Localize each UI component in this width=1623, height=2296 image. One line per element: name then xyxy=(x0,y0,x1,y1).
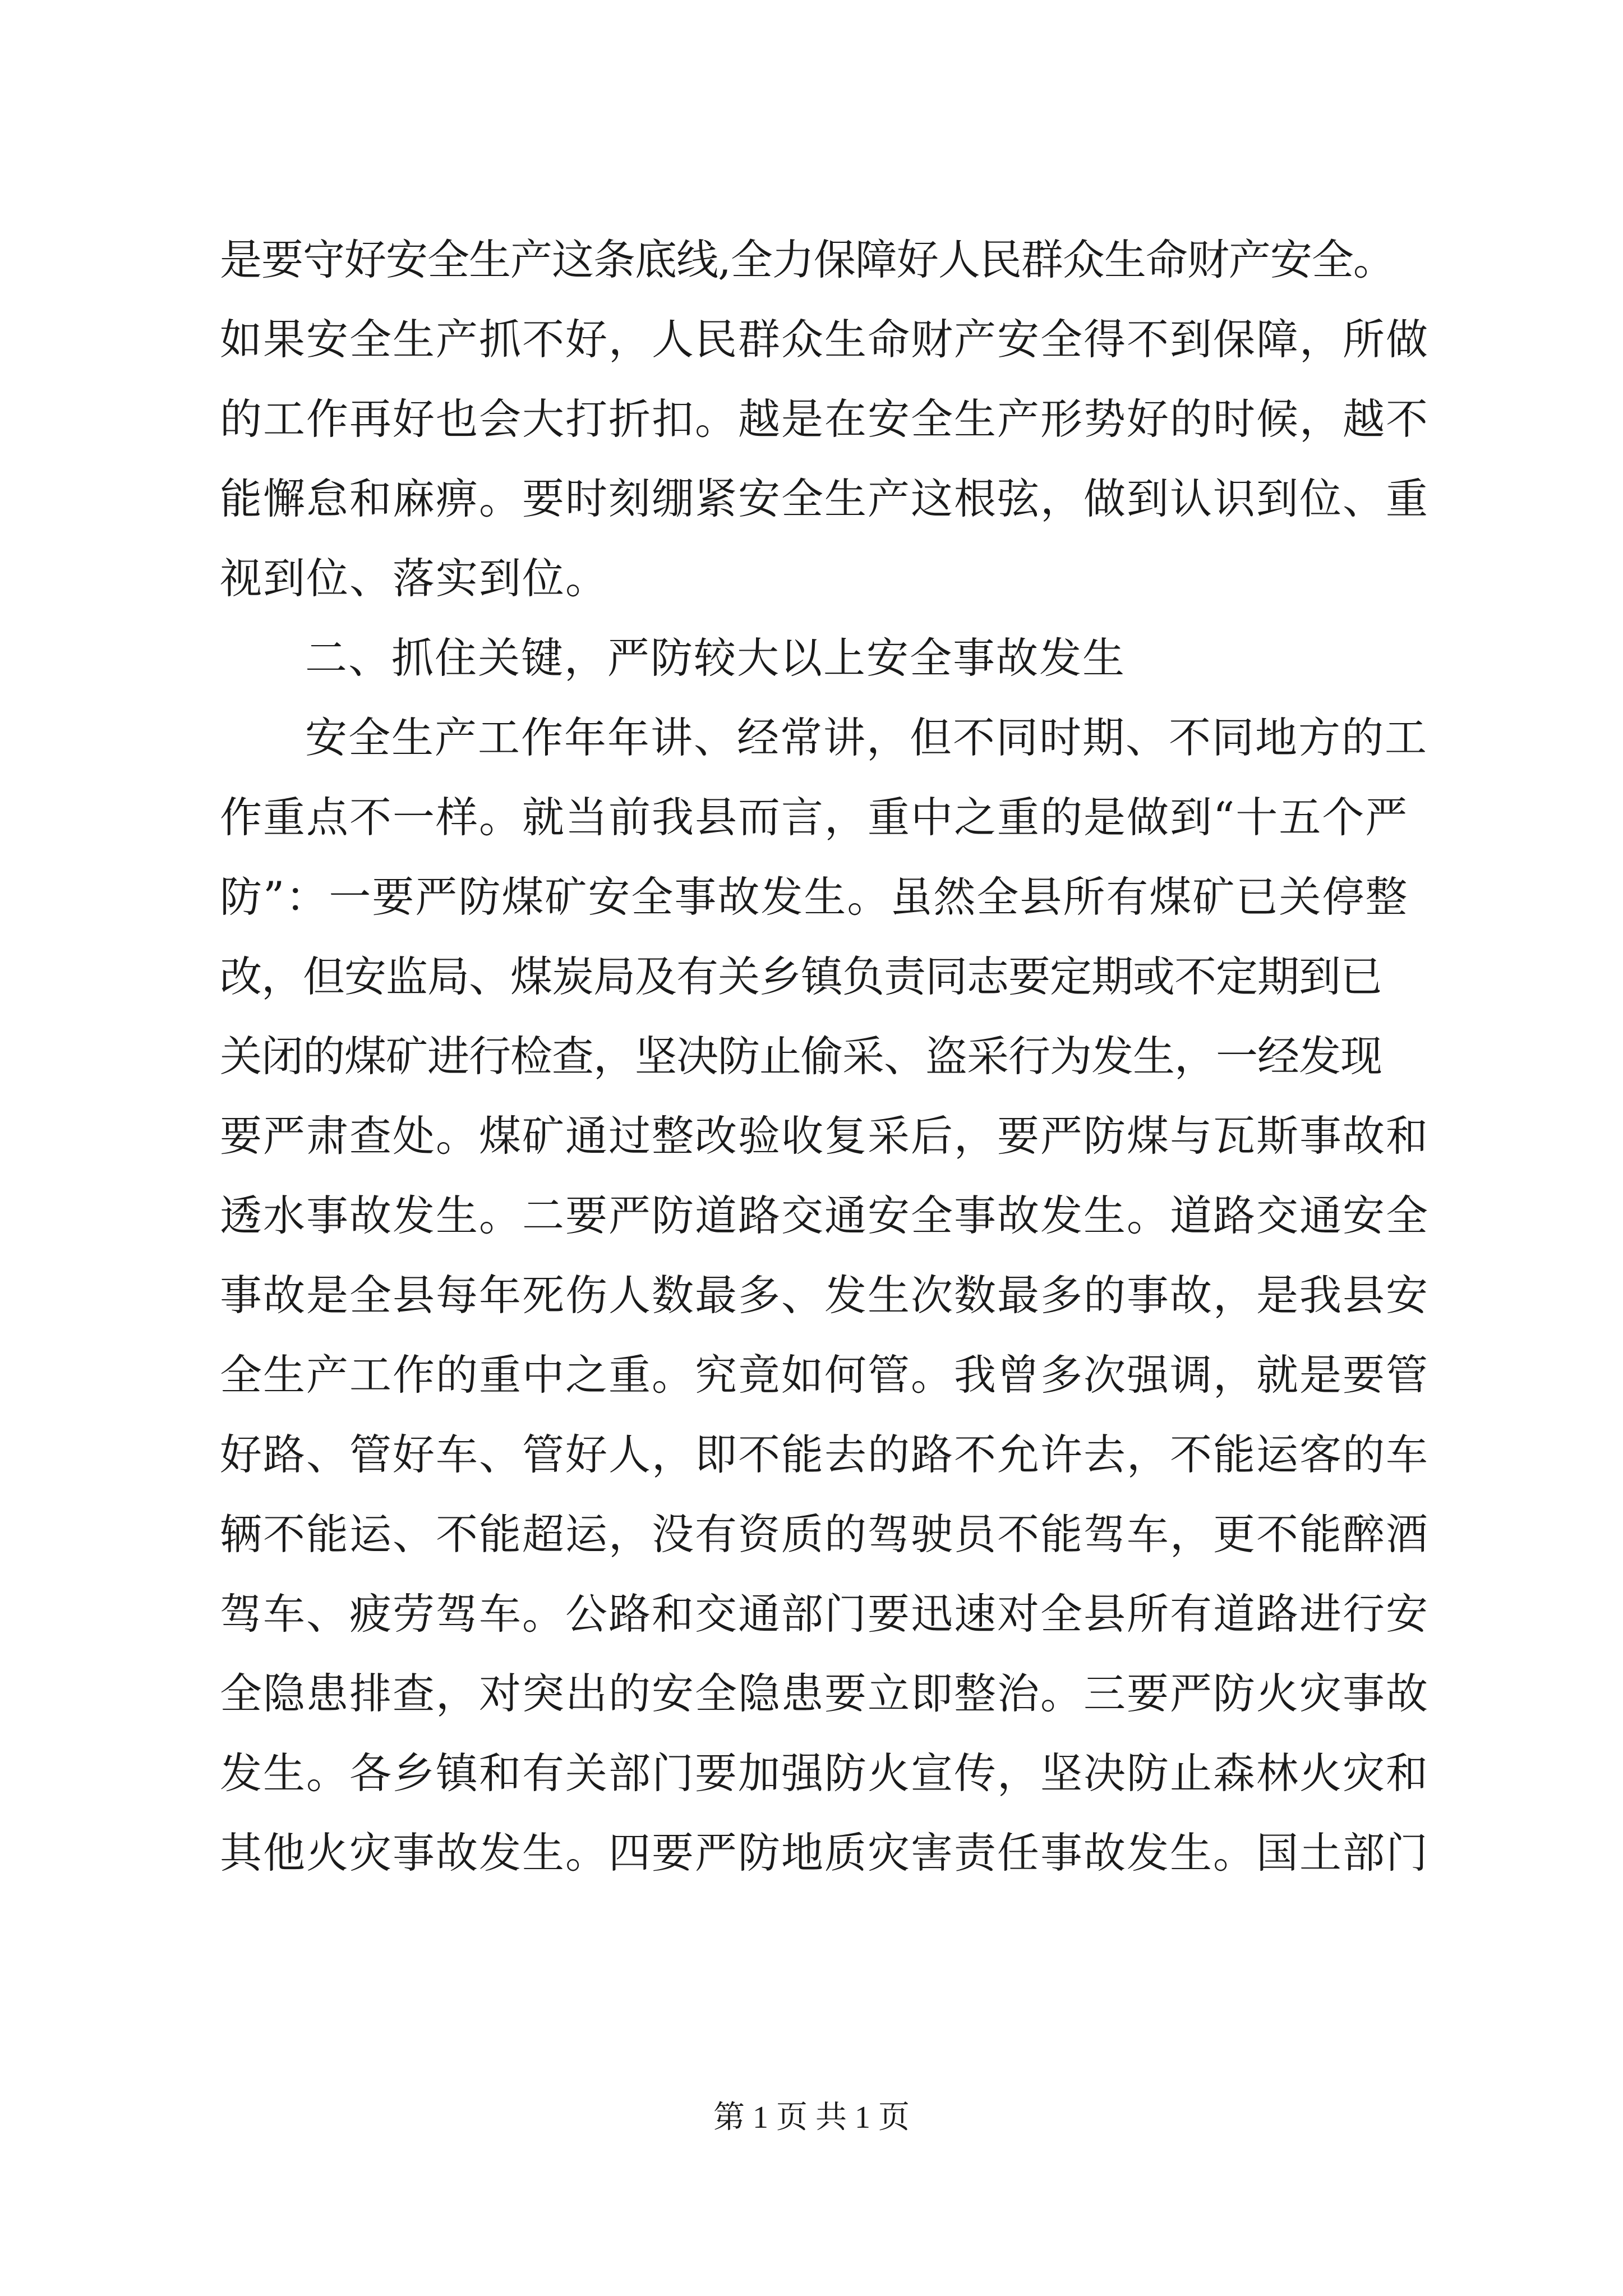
text-line: 要严肃查处。煤矿通过整改验收复采后，要严防煤与瓦斯事故和 xyxy=(220,1111,1430,1161)
section-heading: 二、抓住关键，严防较大以上安全事故发生 xyxy=(305,633,1126,683)
text-line: 辆不能运、不能超运，没有资质的驾驶员不能驾车，更不能醉酒 xyxy=(220,1510,1430,1559)
text-line: 驾车、疲劳驾车。公路和交通部门要迅速对全县所有道路进行安 xyxy=(220,1589,1430,1639)
text-line: 作重点不一样。就当前我县而言，重中之重的是做到“十五个严 xyxy=(220,793,1409,842)
text-line: 视到位、落实到位。 xyxy=(220,554,609,603)
page-number-footer: 第 1 页 共 1 页 xyxy=(713,2100,910,2135)
text-line: 防”：一要严防煤矿安全事故发生。虽然全县所有煤矿已关停整 xyxy=(220,872,1409,922)
text-line: 其他火灾事故发生。四要严防地质灾害责任事故发生。国土部门 xyxy=(220,1828,1430,1878)
text-line: 事故是全县每年死伤人数最多、发生次数最多的事故，是我县安 xyxy=(220,1271,1430,1320)
text-line: 全隐患排查，对突出的安全隐患要立即整治。三要严防火灾事故 xyxy=(220,1669,1430,1718)
text-line: 安全生产工作年年讲、经常讲，但不同时期、不同地方的工 xyxy=(305,713,1428,762)
text-line: 的工作再好也会大打折扣。越是在安全生产形势好的时候，越不 xyxy=(220,394,1430,444)
text-line: 关闭的煤矿进行检查，坚决防止偷采、盗采行为发生，一经发现 xyxy=(220,1032,1382,1081)
text-line: 全生产工作的重中之重。究竟如何管。我曾多次强调，就是要管 xyxy=(220,1350,1430,1400)
text-line: 改，但安监局、煤炭局及有关乡镇负责同志要定期或不定期到已 xyxy=(220,952,1382,1001)
text-line: 能懈怠和麻痹。要时刻绷紧安全生产这根弦，做到认识到位、重 xyxy=(220,474,1430,523)
text-line: 好路、管好车、管好人，即不能去的路不允许去，不能运客的车 xyxy=(220,1430,1430,1479)
text-line: 是要守好安全生产这条底线,全力保障好人民群众生命财产安全。 xyxy=(220,235,1395,284)
text-line: 发生。各乡镇和有关部门要加强防火宣传，坚决防止森林火灾和 xyxy=(220,1749,1430,1798)
text-line: 透水事故发生。二要严防道路交通安全事故发生。道路交通安全 xyxy=(220,1191,1430,1240)
document-body xyxy=(220,220,1429,1893)
text-line: 如果安全生产抓不好，人民群众生命财产安全得不到保障，所做 xyxy=(220,315,1430,364)
